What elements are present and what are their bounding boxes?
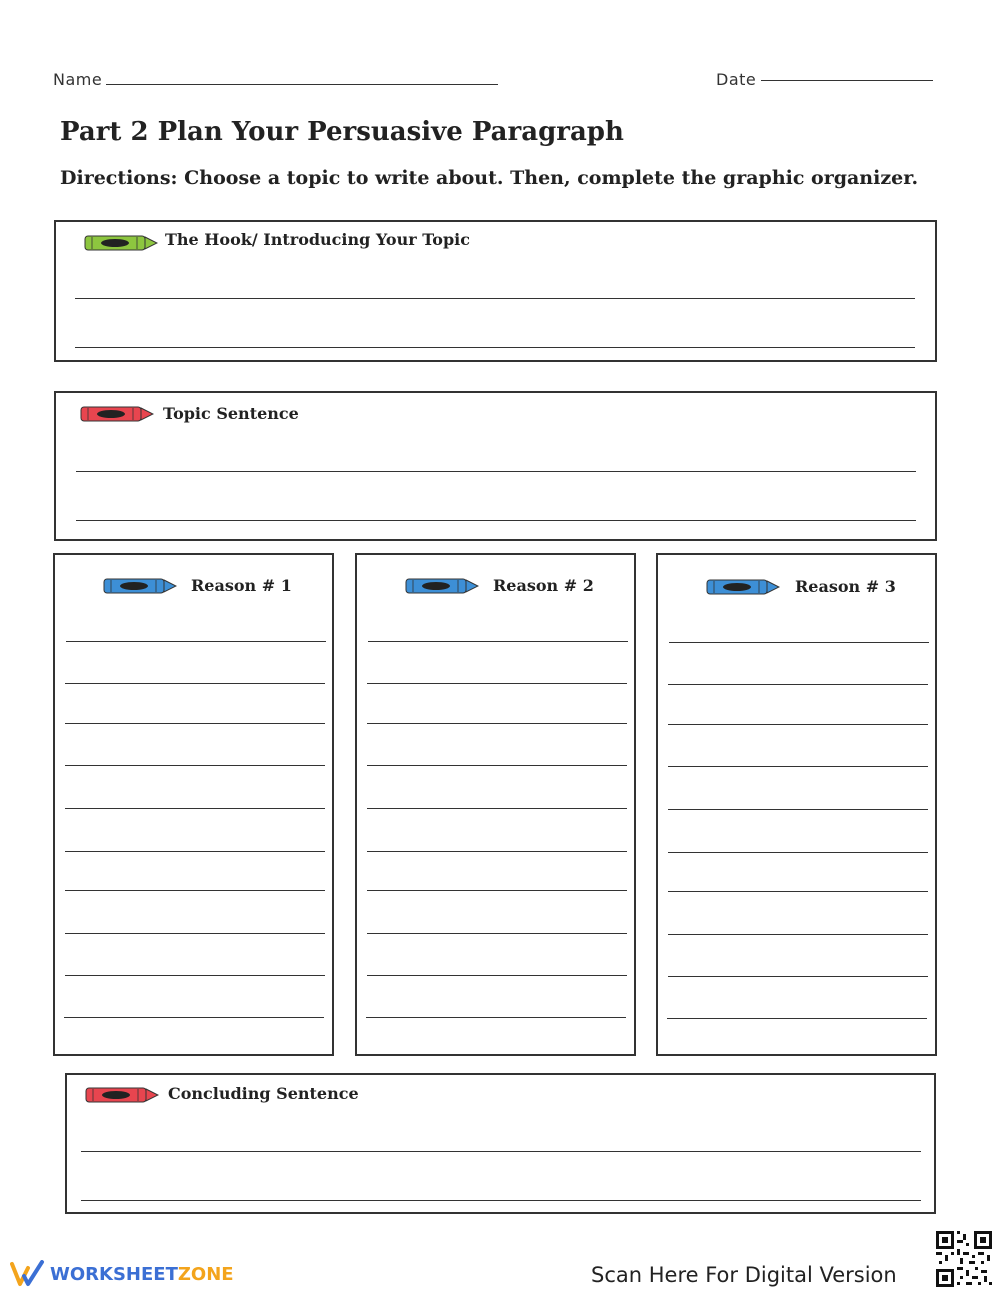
name-field[interactable]: [106, 84, 498, 85]
reason-1-line[interactable]: [65, 890, 325, 891]
reason-3-box: [656, 553, 937, 1056]
reason-3-line[interactable]: [668, 684, 928, 685]
reason-3-line[interactable]: [668, 766, 928, 767]
red-crayon-icon: [80, 405, 154, 423]
topic-writing-line-1[interactable]: [76, 471, 916, 472]
reason-3-line[interactable]: [668, 976, 928, 977]
reason-1-line[interactable]: [66, 641, 326, 642]
green-crayon-icon: [84, 234, 158, 252]
blue-crayon-icon: [405, 577, 479, 595]
reason-2-line[interactable]: [367, 933, 627, 934]
reason-1-line[interactable]: [65, 851, 325, 852]
concluding-sentence-label: Concluding Sentence: [168, 1084, 359, 1103]
reason-2-line[interactable]: [367, 851, 627, 852]
reason-1-line[interactable]: [65, 933, 325, 934]
hook-box: [54, 220, 937, 362]
reason-1-line[interactable]: [65, 765, 325, 766]
concluding-sentence-box: [65, 1073, 936, 1214]
date-label: Date: [716, 70, 757, 89]
concluding-writing-line-1[interactable]: [81, 1151, 921, 1152]
qr-code-icon[interactable]: [933, 1228, 995, 1290]
reason-3-line[interactable]: [668, 724, 928, 725]
reason-3-line[interactable]: [668, 809, 928, 810]
reason-3-line[interactable]: [667, 1018, 927, 1019]
topic-sentence-label: Topic Sentence: [163, 404, 299, 423]
brand-zone: ZONE: [177, 1263, 234, 1285]
blue-crayon-icon: [103, 577, 177, 595]
reason-2-line[interactable]: [366, 1017, 626, 1018]
reason-3-line[interactable]: [668, 891, 928, 892]
reason-1-line[interactable]: [64, 1017, 324, 1018]
reason-2-line[interactable]: [367, 683, 627, 684]
reason-2-line[interactable]: [367, 890, 627, 891]
directions-text: Directions: Choose a topic to write about. Then, complete the graphic organizer.: [60, 167, 919, 189]
reason-3-line[interactable]: [669, 642, 929, 643]
name-label: Name: [53, 70, 103, 89]
reason-2-line[interactable]: [367, 765, 627, 766]
reason-1-line[interactable]: [65, 808, 325, 809]
reason-3-label: Reason # 3: [795, 577, 896, 596]
scan-text: Scan Here For Digital Version: [591, 1263, 897, 1287]
date-field[interactable]: [761, 80, 933, 81]
topic-sentence-box: [54, 391, 937, 541]
reason-1-line[interactable]: [65, 723, 325, 724]
blue-crayon-icon: [706, 578, 780, 596]
topic-writing-line-2[interactable]: [76, 520, 916, 521]
reason-3-line[interactable]: [668, 934, 928, 935]
concluding-writing-line-2[interactable]: [81, 1200, 921, 1201]
reason-3-line[interactable]: [668, 852, 928, 853]
hook-writing-line-2[interactable]: [75, 347, 915, 348]
page-title: Part 2 Plan Your Persuasive Paragraph: [60, 117, 624, 147]
reason-2-line[interactable]: [367, 975, 627, 976]
reason-1-line[interactable]: [65, 975, 325, 976]
worksheetzone-logo[interactable]: [10, 1259, 234, 1289]
reason-1-label: Reason # 1: [191, 576, 292, 595]
reason-2-box: [355, 553, 636, 1056]
reason-2-line[interactable]: [367, 723, 627, 724]
hook-label: The Hook/ Introducing Your Topic: [165, 230, 470, 249]
reason-2-label: Reason # 2: [493, 576, 594, 595]
reason-1-box: [53, 553, 334, 1056]
hook-writing-line-1[interactable]: [75, 298, 915, 299]
w-logo-icon: [10, 1260, 46, 1288]
brand-worksheet: WORKSHEET: [50, 1263, 178, 1285]
reason-2-line[interactable]: [367, 808, 627, 809]
red-crayon-icon: [85, 1086, 159, 1104]
reason-2-line[interactable]: [368, 641, 628, 642]
reason-1-line[interactable]: [65, 683, 325, 684]
